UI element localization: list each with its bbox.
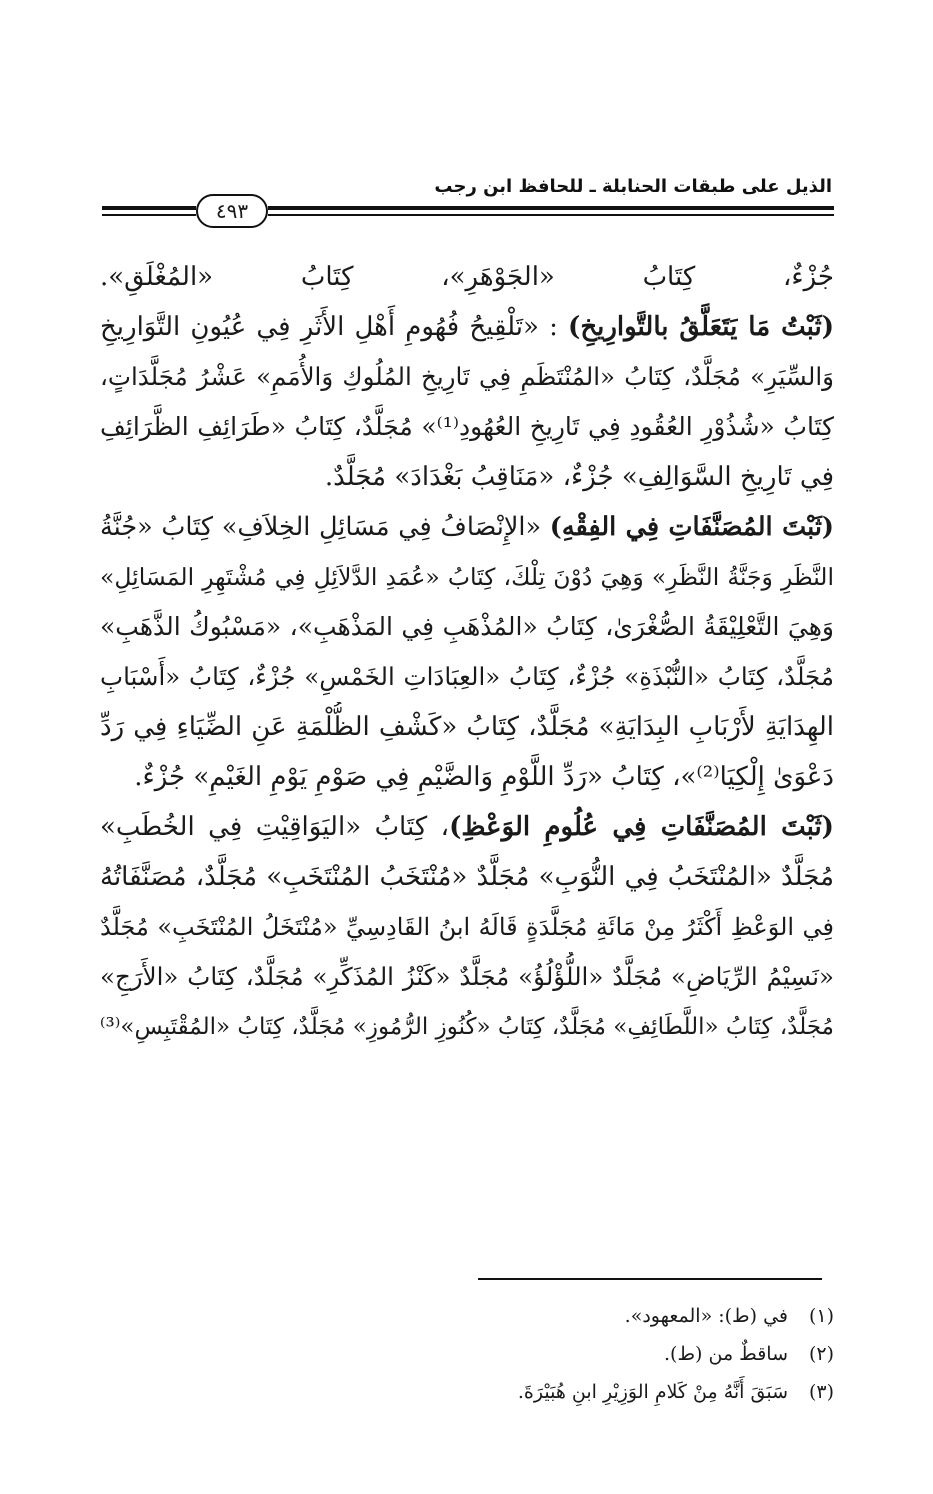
running-header-title: الذيل على طبقات الحنابلة ـ للحافظ ابن رجب bbox=[434, 176, 832, 197]
header-rule-left-thin bbox=[102, 214, 196, 216]
text-line-3: وَالسِّيَرِ» مُجَلَّدٌ، كِتَابُ «المُنْتَظَمِ فِي تَارِيخِ المُلُوكِ وَالأُمَمِ» عَشْرُ مُجَلَّدَاتٍ، bbox=[100, 362, 834, 391]
footnote-number: (٣) bbox=[808, 1381, 834, 1403]
footnote-1 bbox=[300, 1297, 834, 1335]
text-line-10: الهِدَايَةِ لأَرْبَابِ البِدَايَةِ» مُجَلَّدٌ، كِتَابُ «كَشْفِ الظُّلْمَةِ عَنِ الضِّيَاءِ فِي رَدِّ bbox=[100, 712, 834, 742]
text-line-15: «نَسِيْمُ الرِّيَاضِ» مُجَلَّدٌ «اللُّؤْلُؤُ» مُجَلَّدٌ «كَنْزُ المُذَكِّرِ» مُجَلَّدٌ، كِتَابُ «الأَرَجِ» bbox=[100, 962, 834, 991]
text-line-14: فِي الوَعْظِ أَكْثَرُ مِنْ مَائَةِ مُجَلَّدَةٍ قَالَهُ ابنُ القَادِسِيِّ «مُنْتَخَلُ المُنْتَخَبِ» مُجَلَّدٌ bbox=[100, 913, 834, 941]
section-heading-fiqh: (ثَبْتَ المُصَنَّفَاتِ فِي الفِقْهِ) bbox=[549, 512, 834, 542]
text-line-7: النَّظَرِ وَجَنَّةُ النَّظَرِ» وَهِيَ دُوْنَ تِلْكَ، كِتَابُ «عُمَدِ الدَّلاَئِلِ فِي مُشْتَهِرِ المَسَائِلِ» bbox=[100, 563, 834, 591]
text-line-12: (ثَبْتَ المُصَنَّفَاتِ فِي عُلُومِ الوَعْظِ)، كِتَابُ «اليَوَاقِيْتِ فِي الخُطَبِ» bbox=[100, 812, 834, 842]
text-line-4: كِتَابُ «شُذُوْرِ العُقُودِ فِي تَارِيخِ العُهُودِ⁽¹⁾» مُجَلَّدٌ، كِتَابُ «طَرَائِفِ الظَّرَائِفِ bbox=[100, 412, 834, 441]
header-rule-right-thick bbox=[268, 206, 834, 210]
main-text bbox=[100, 252, 834, 1052]
footnote-separator bbox=[478, 1278, 822, 1280]
header-rule-left-thick bbox=[102, 206, 196, 210]
section-heading-preaching: (ثَبْتَ المُصَنَّفَاتِ فِي عُلُومِ الوَعْظِ) bbox=[449, 812, 834, 842]
footnote-number: (١) bbox=[808, 1305, 834, 1327]
text-line-1: جُزْءٌ، كِتَابُ «الجَوْهَرِ»، كِتَابُ «المُغْلَقِ». bbox=[100, 262, 834, 292]
header-rule-right-thin bbox=[268, 214, 834, 216]
text-line-5: فِي تَارِيخِ السَّوَالِفِ» جُزْءٌ، «مَنَاقِبُ بَغْدَادَ» مُجَلَّدٌ. bbox=[324, 462, 834, 492]
text-line-11: دَعْوَىٰ إِلْكِيَا⁽²⁾»، كِتَابُ «رَدِّ اللَّوْمِ وَالضَّيْمِ فِي صَوْمِ يَوْمِ الغَيْمِ» جُزْءٌ. bbox=[134, 762, 834, 792]
footnote-number: (٢) bbox=[808, 1343, 834, 1365]
text-line-2: (ثَبْتُ مَا يَتَعَلَّقُ بالتَّوارِيخِ) : «تَلْقِيحُ فُهُومِ أَهْلِ الأَثَرِ فِي عُيُونِ التَّوَارِيخِ bbox=[100, 312, 834, 342]
footnote-3 bbox=[300, 1373, 834, 1411]
section-heading-history: (ثَبْتُ مَا يَتَعَلَّقُ بالتَّوارِيخِ) bbox=[568, 312, 834, 342]
text-line-13: مُجَلَّدٌ «المُنْتَخَبُ فِي النُّوَبِ» مُجَلَّدٌ «مُنْتَخَبُ المُنْتَخَبِ» مُجَلَّدٌ، مُصَنَّفَاتُهُ bbox=[100, 862, 834, 892]
footnote-text: في (ط): «المعهود». bbox=[624, 1305, 788, 1327]
footnote-text: ساقطٌ من (ط). bbox=[664, 1343, 788, 1365]
text-line-6: (ثَبْتَ المُصَنَّفَاتِ فِي الفِقْهِ) «الإِنْصَافُ فِي مَسَائِلِ الخِلاَفِ» كِتَابُ «جُنَّةُ bbox=[100, 512, 834, 542]
text-line-8: وَهِيَ التَّعْلِيْقَةُ الصُّغْرَىٰ، كِتَابُ «المُذْهَبِ فِي المَذْهَبِ»، «مَسْبُوكُ الذَّهَبِ» bbox=[100, 612, 834, 641]
text-line-16: مُجَلَّدٌ، كِتَابُ «اللَّطَائِفِ» مُجَلَّدٌ، كِتَابُ «كُنُوزِ الرُّمُوزِ» مُجَلَّدٌ، كِتَابُ «المُقْتَبِسِ»⁽³⁾ bbox=[100, 1014, 834, 1040]
text-line-9: مُجَلَّدٌ، كِتَابُ «النُّبْذَةِ» جُزْءٌ، كِتَابُ «العِبَادَاتِ الخَمْسِ» جُزْءٌ، كِتَابُ «أَسْبَابِ bbox=[100, 662, 834, 691]
footnote-2 bbox=[300, 1335, 834, 1373]
footnote-text: سَبَقَ أَنَّهُ مِنْ كَلامِ الوَزِيْرِ ابنِ هُبَيْرَةَ. bbox=[517, 1381, 788, 1403]
footnotes bbox=[300, 1297, 834, 1411]
page-number: ٤٩٣ bbox=[196, 194, 268, 228]
